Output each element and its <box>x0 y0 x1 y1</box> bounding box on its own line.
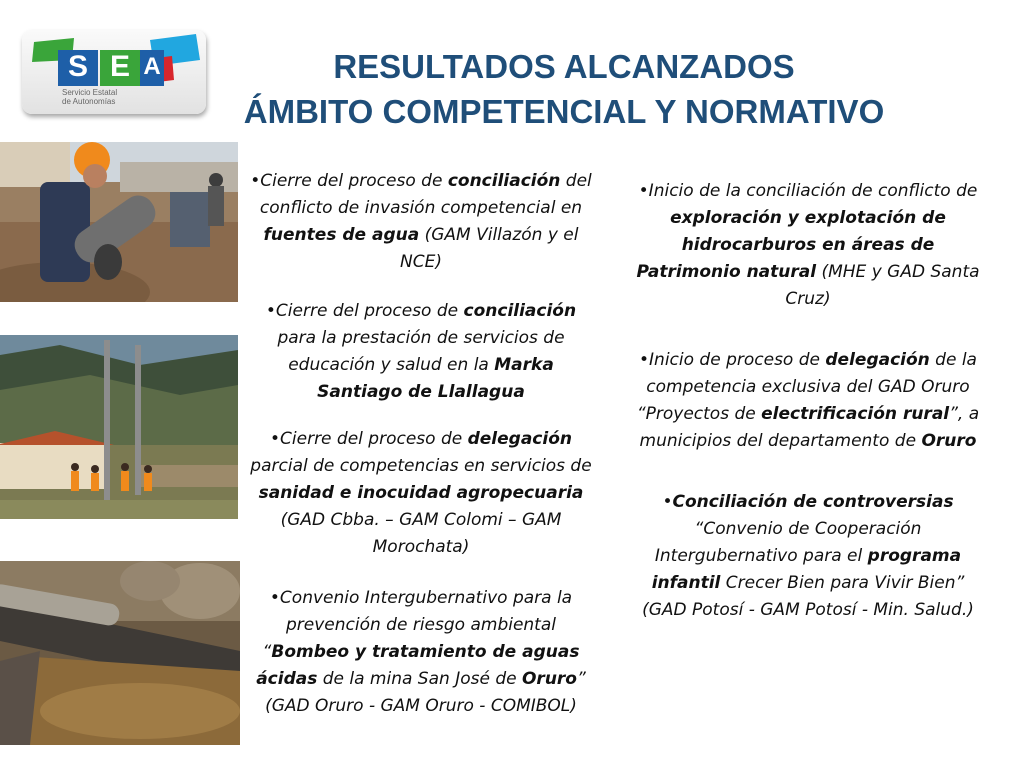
logo-letter-a: A <box>143 53 161 80</box>
logo-letter-e: E <box>109 50 130 83</box>
logo-letter-s: S <box>67 50 88 83</box>
logo-subtitle-line1: Servicio Estatal <box>62 88 118 97</box>
sea-logo <box>22 30 206 114</box>
right-column <box>632 178 984 624</box>
logo-subtitle-line2: de Autonomías <box>62 97 116 106</box>
left-bullet-1: •Cierre del proceso de conciliación del conflicto de invasión competencial en fuentes de agua (GAM Villazón y el NCE) <box>250 171 592 272</box>
right-bullet-1: •Inicio de la conciliación de conflicto de exploración y explotación de hidrocarburos en áreas de Patrimonio natural (MHE y GAD Santa Cruz) <box>636 181 980 309</box>
title-line-2: ÁMBITO COMPETENCIAL Y NORMATIVO <box>243 93 885 130</box>
left-column <box>247 168 595 720</box>
left-bullet-3: •Cierre del proceso de delegación parcial de competencias en servicios de sanidad e inocuidad agropecuaria (GAD Cbba. – GAM Colomi – GAM Morochata) <box>250 429 592 557</box>
left-bullet-2: •Cierre del proceso de conciliación para la prestación de servicios de educación y salud en la Marka Santiago de Llallagua <box>265 301 577 402</box>
right-bullet-2: •Inicio de proceso de delegación de la competencia exclusiva del GAD Oruro “Proyectos de electrificación rural”, a municipios del departamento de Oruro <box>636 350 980 451</box>
title-line-1: RESULTADOS ALCANZADOS <box>333 48 795 85</box>
page-title <box>200 44 928 134</box>
right-bullet-3: •Conciliación de controversias “Convenio de Cooperación Intergubernativo para el programa infantil Crecer Bien para Vivir Bien” (GAD Potosí - GAM Potosí - Min. Salud.) <box>642 492 974 620</box>
acid-water-drainage-photo <box>0 561 240 745</box>
electrification-poles-photo <box>0 335 238 519</box>
pipe-workers-photo <box>0 142 238 302</box>
left-bullet-4: •Convenio Intergubernativo para la prevención de riesgo ambiental “Bombeo y tratamiento de aguas ácidas de la mina San José de Oruro” (GAD Oruro - GAM Oruro - COMIBOL) <box>256 588 586 716</box>
